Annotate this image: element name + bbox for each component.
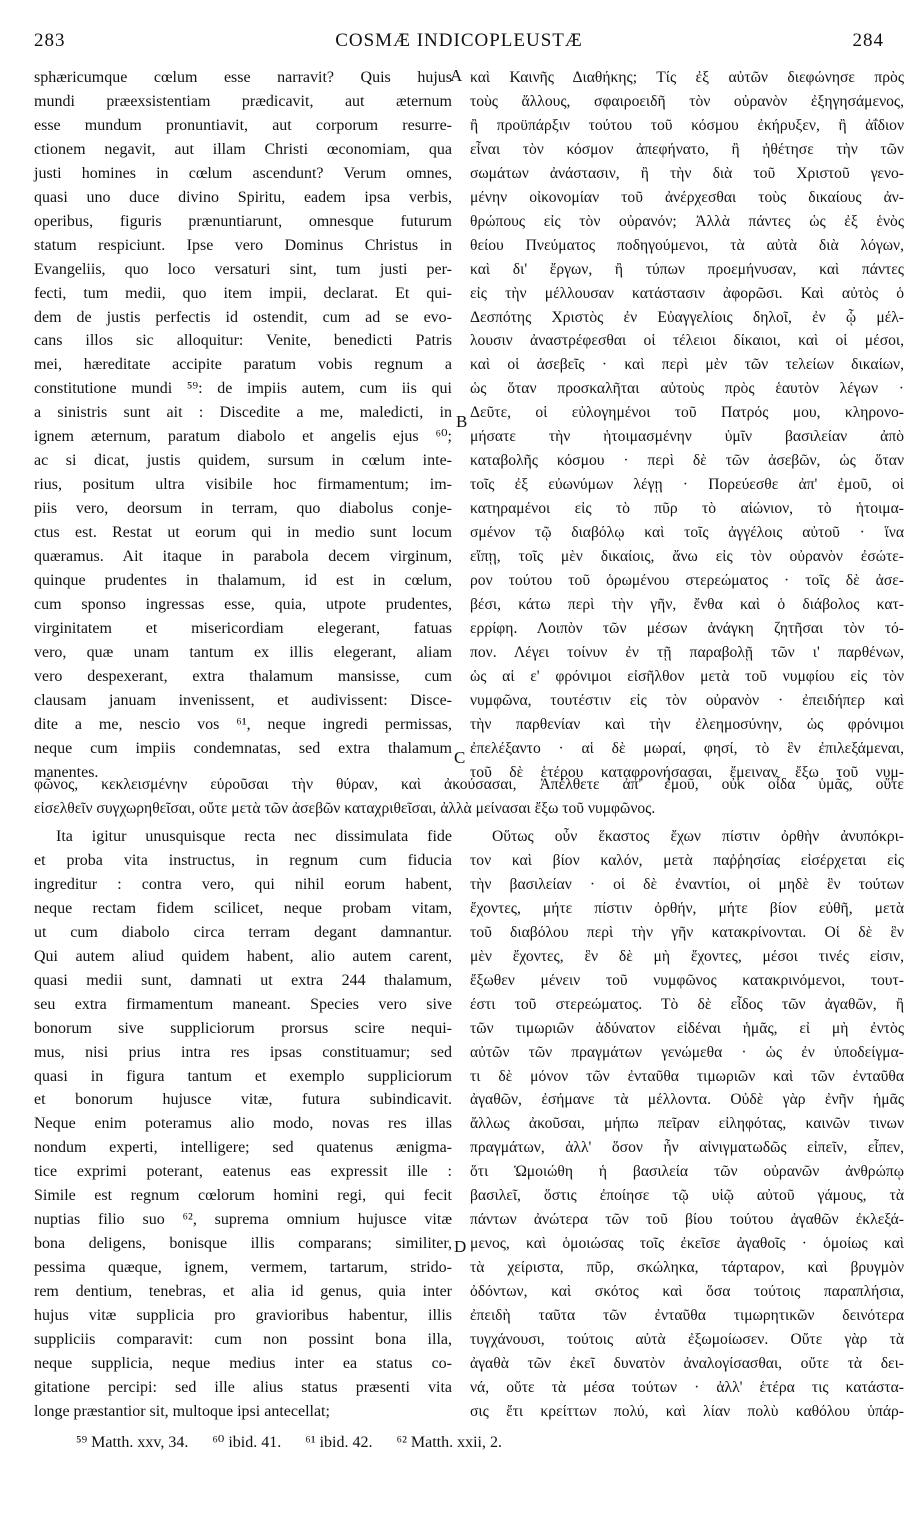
text-line: έστι τοῦ στερεώματος. Τὸ δὲ εἶδος τῶν ἀγαθῶν, ἢ (470, 995, 904, 1013)
latin-column-top (34, 66, 452, 785)
text-line: neque cum impiis condemnatas, sed extra thalamum (34, 739, 452, 757)
footnote: ⁶⁰ ibid. 41. (212, 1434, 282, 1451)
text-line: τι δὲ μόνον τῶν ἐνταῦθα τιμωριῶν καὶ τῶν ἐνταῦθα (470, 1067, 904, 1085)
text-line: ερρίφη. Λοιπὸν τῶν μέσων ἀνάγκη ζητῆσαι τὸν τό- (470, 619, 904, 637)
text-line: Ita igitur unusquisque recta nec dissimulata fide (56, 828, 452, 845)
text-line: mundi præexsistentiam prædicavit, aut æternum (34, 92, 452, 110)
text-line: vero, quæ unam tantum ex illis elegerant, aliam (34, 643, 452, 661)
text-line: nondum experti, intelligere; sed quatenus ænigma- (34, 1139, 452, 1157)
text-line: πραγμάτων, ἀλλ' ὅσον ἦν αἰνιγματωδῶς εἰπεῖν, εἶπεν, (470, 1139, 904, 1157)
text-line: justi homines in cœlum ascendunt? Verum omnes, (34, 164, 452, 182)
text-line: ὅτι Ὡμοιώθη ἡ βασιλεία τῶν οὐρανῶν ἀνθρώπῳ (470, 1163, 904, 1181)
text-line: πάντων ἀνώτερα τῶν τοῦ βίου τούτου ἀγαθῶν ἐκλεξά- (470, 1211, 904, 1229)
text-line: clausam januam invenissent, et audivissent: Disce- (34, 691, 452, 709)
text-line: quasi uno duce divino Spiritu, eadem ipsa verbis, (34, 188, 452, 206)
text-line: Δεῦτε, οἱ εὐλογημένοι τοῦ Πατρός μου, κληρονο- (470, 404, 904, 422)
text-line: Qui autem aliud quidem habent, alio autem carent, (34, 947, 452, 965)
text-line: ἐπελέξαντο · αἱ δὲ μωραί, φησί, τὸ ἓν ἐπιλεξάμεναι, (470, 739, 904, 757)
text-line: εἴπῃ, τοῖς μὲν δικαίοις, ἄνω εἰς τὸν οὐρανὸν ἐσώτε- (470, 548, 904, 566)
text-line: manentes. (34, 763, 99, 781)
text-line: dite a me, nescio vos ⁶¹, neque ingredi permissas, (34, 715, 452, 733)
text-line: Simile est regnum cœlorum homini regi, qui fecit (34, 1187, 452, 1205)
text-line: μένην οἰκονομίαν τοῦ ἀνέρχεσθαι τοὺς δικαίους ἀν- (470, 188, 904, 206)
text-line: θρώπους εἰς τὸν οὐρανόν; Ἀλλὰ πάντες ὡς ἐξ ἑνὸς (470, 212, 904, 230)
text-line: τοῖς ἐξ εὐωνύμων λέγῃ · Πορεύεσθε ἀπ' ἐμοῦ, οἱ (470, 476, 904, 494)
text-line: tice exprimi poterant, eatenus eas expressit ille : (34, 1163, 452, 1181)
text-line: σις ἔτι κρείττων πολύ, καὶ λίαν πολὺ καθόλου ὑπάρ- (470, 1402, 904, 1420)
text-line: ἔχοντες, μήτε πίστιν ὀρθήν, μήτε βίον εὐθῆ, μετὰ (470, 899, 904, 917)
text-line: ut cum diabolo circa terram degant damnantur. (34, 923, 452, 941)
text-line: sphæricumque cœlum esse narravit? Quis hujus (34, 69, 452, 86)
text-line: θείου Πνεύματος ποδηγούμενοι, τὰ αὐτὰ διὰ λόγων, (470, 236, 904, 254)
text-line: βέσι, κάτω περὶ τὴν γῆν, ἔνθα καὶ ὁ διάβολος κατ- (470, 595, 904, 613)
text-line: εἰς τὴν μέλλουσαν κατάστασιν ἀφορῶσι. Καὶ αὐτὸς ὁ (470, 284, 904, 302)
text-line: vero despexerant, extra thalamum mansisse, cum (34, 667, 452, 685)
text-line: καὶ οἱ ἀσεβεῖς · καὶ περὶ μὲν τῶν τελείων δικαίων, (470, 356, 904, 374)
text-line: hujus vitæ supplicia pro gravioribus habentur, illis (34, 1307, 452, 1325)
text-line: dem de justis perfectis id ostendit, cum ad se evo- (34, 308, 452, 326)
margin-letter-a: A (450, 66, 463, 85)
text-line: ἢ προϋπάρξιν τούτου τοῦ κόσμου ἐκήρυξεν, ἢ ἀΐδιον (470, 116, 904, 134)
text-line: virginitatem et misericordiam elegerant, fatuas (34, 619, 452, 637)
text-line: ἄλλως ἀκοῦσαι, μήπω πεῖραν εἰληφότας, καινῶν τινων (470, 1115, 904, 1133)
text-line: τοῦ διαβόλου περὶ τὴν γῆν κατακρίνονται. Οἱ δὲ ἓν (470, 923, 904, 941)
text-line: ὡς ὅταν προσκαλῆται αὐτοὺς πρὸς ἑαυτὸν λέγων · (470, 380, 904, 398)
text-line: suppliciis comparavit: cum non possint bona illa, (34, 1331, 452, 1349)
text-line: φῶνος, κεκλεισμένην εὑροῦσαι τὴν θύραν, καὶ ἀκούσασαι, Ἀπέλθετε ἀπ' ἐμοῦ, οὐκ οἶδα ὑμᾶς, οὔτε (34, 776, 904, 793)
text-line: Neque enim poteramus alio modo, novas res illas (34, 1115, 452, 1133)
text-line: λουσιν ἀναστρέφεσθαι οἱ τέλειοι δίκαιοι, καὶ οἱ μέσοι, (470, 332, 904, 350)
margin-letter-b: B (456, 412, 468, 431)
greek-full-width-lines (34, 773, 904, 821)
text-line: gitatione percipi: sed ille alius status præsenti vita (34, 1378, 452, 1396)
footnote: ⁶¹ ibid. 42. (305, 1434, 373, 1451)
running-header (34, 30, 884, 56)
text-line: καταβολῆς κόσμου · περὶ δὲ τῶν ἀσεβῶν, ὡς ὅταν (470, 452, 904, 470)
text-line: quæramus. Ait itaque in parabola decem virginum, (34, 548, 452, 566)
text-line: εἶναι τὸν κόσμον ἀπεφήνατο, ἢ ἠθέτησε τὴν τῶν (470, 140, 904, 158)
text-line: ἔξωθεν μένειν τοῦ νυμφῶνος κατακρινόμενοι, τουτ- (470, 971, 904, 989)
text-line: nuptias filio suo ⁶², suprema omnium hujusce vitæ (34, 1211, 452, 1229)
text-line: βασιλεῖ, ὅστις ἐποίησε τῷ υἱῷ αὐτοῦ γάμους, τὰ (470, 1187, 904, 1205)
text-line: et proba vita instructus, in regnum cum fiducia (34, 851, 452, 869)
text-line: ὡς αἱ ε' φρόνιμοι εἰσῆλθον μετὰ τοῦ νυμφίου εἰς τὸν (470, 667, 904, 685)
text-line: νά, οὔτε τὰ μέσα τούτων · ἀλλ' ἑτέρα τις κατάστα- (470, 1378, 904, 1396)
text-line: ingreditur : contra vero, qui nihil eorum habent, (34, 875, 452, 893)
text-line: κατηραμένοι εἰς τὸ πῦρ τὸ αἰώνιον, τὸ ἡτοιμα- (470, 500, 904, 518)
text-line: ac si dicat, justis quidem, sursum in cœlum inte- (34, 452, 452, 470)
text-line: καὶ δι' ἔργων, ἢ τύπων προεμήνυσαν, καὶ πάντες (470, 260, 904, 278)
text-line: τὴν βασιλείαν · οἱ δὲ ἐναντίοι, οἱ μηδὲ ἓν τούτων (470, 875, 904, 893)
text-line: rius, positum ultra visibile hoc firmamentum; im- (34, 476, 452, 494)
text-line: ἐπειδὴ ταῦτα τῶν ἐνταῦθα τιμωρητικῶν δεινότερα (470, 1307, 904, 1325)
text-line: pessima quæque, ignem, vermem, tartarum, strido- (34, 1259, 452, 1277)
text-line: cum sponso ingressas esse, quia, utpote prudentes, (34, 595, 452, 613)
text-line: τοὺς ἄλλους, σφαιροειδῆ τὸν οὐρανὸν ἐξηγησάμενος, (470, 92, 904, 110)
text-line: bona deligens, bonisque illis comparans; similiter, (34, 1235, 452, 1253)
text-line: καὶ Καινῆς Διαθήκης; Τίς ἐξ αὐτῶν διεφώνησε πρὸς (470, 69, 904, 86)
text-line: piis vero, deorsum in terram, quo diabolus conje- (34, 500, 452, 518)
text-line: τῶν τιμωριῶν ἀδύνατον εἰδέναι ἡμᾶς, εἰ μὴ ἐντὸς (470, 1019, 904, 1037)
text-line: τον καὶ βίον καλόν, μετὰ παῤῥησίας εἰσέρχεται εἰς (470, 851, 904, 869)
text-line: quasi in figura tantum et exemplo suppliciorum (34, 1067, 452, 1085)
footnotes (76, 1432, 526, 1452)
text-line: πον. Λέγει τοίνυν ἐν τῇ παραβολῇ τῶν ι' παρθένων, (470, 643, 904, 661)
text-line: a sinistris sunt ait : Discedite a me, maledicti, in (34, 404, 452, 422)
text-line: neque rectam fidem scilicet, neque probam vitam, (34, 899, 452, 917)
text-line: αὐτῶν τῶν πραγμάτων γενώμεθα · ὡς ἐν ὑποδείγμα- (470, 1043, 904, 1061)
text-line: σωμάτων ἀνάστασιν, ἢ τὴν διὰ τοῦ Χριστοῦ γενο- (470, 164, 904, 182)
latin-column-bottom (34, 825, 452, 1424)
text-line: seu extra firmamentum maneant. Species vero sive (34, 995, 452, 1013)
text-line: ρον τούτου τοῦ ὁρωμένου στερεώματος · τοῖς δὲ ἀσε- (470, 572, 904, 590)
footnote: ⁶² Matth. xxii, 2. (396, 1434, 502, 1451)
text-line: statum respiciunt. Ipse vero Dominus Christus in (34, 236, 452, 254)
greek-column-top (470, 66, 904, 785)
text-line: τὰ χείριστα, πῦρ, σκώληκα, τάρταρον, καὶ βρυγμὸν (470, 1259, 904, 1277)
text-line: τυγχάνουσι, τούτοις αὐτὰ ἐξωμοίωσεν. Οὔτε γὰρ τὰ (470, 1331, 904, 1349)
page-number-right: 284 (852, 30, 884, 51)
text-line: rem dentium, tenebras, et alia id genus, quia inter (34, 1283, 452, 1301)
text-line: operibus, figuris prænuntiarunt, omnesque futurum (34, 212, 452, 230)
text-line: ἀγαθῶν, ἐσήμανε τὰ μέλλοντα. Οὐδὲ γὰρ ἐνῆν ἡμᾶς (470, 1091, 904, 1109)
text-line: ἀγαθὰ τῶν ἐκεῖ δυνατὸν ἀναλογίσασθαι, οὔτε τὰ δει- (470, 1354, 904, 1372)
text-line: quasi medii sunt, damnati ut extra 244 thalamum, (34, 971, 452, 989)
text-line: quinque prudentes in thalamum, id est in cœlum, (34, 572, 452, 590)
text-line: μήσατε τὴν ἡτοιμασμένην ὑμῖν βασιλείαν ἀπὸ (470, 428, 904, 446)
text-line: longe præstantior sit, multoque ipsi antecellat; (34, 1402, 330, 1420)
text-line: esse mundum pronuntiavit, aut corporum resurre- (34, 116, 452, 134)
text-line: σμένον τῷ διαβόλῳ καὶ τοῖς ἀγγέλοις αὐτοῦ · ἵνα (470, 524, 904, 542)
text-line: μὲν ἔχοντες, ἓν δὲ μὴ ἔχοντες, μέσοι τινές εἰσιν, (470, 947, 904, 965)
text-line: εἰσελθεῖν συγχωρηθεῖσαι, οὔτε μετὰ τῶν ἀσεβῶν καταχριθεῖσαι, ἀλλὰ μείνασαι ἔξω τοῦ νυμφῶνος. (34, 799, 656, 817)
text-line: μενος, καὶ ὁμοιώσας τοῖς ἐκεῖσε ἀγαθοῖς · ὁμοίως καὶ (470, 1235, 904, 1253)
footnote: ⁵⁹ Matth. xxv, 34. (76, 1434, 189, 1451)
text-line: cans illos sic alloquitur: Venite, benedicti Patris (34, 332, 452, 350)
text-line: fecti, tum medii, quo item impii, declarat. Et qui- (34, 284, 452, 302)
text-line: νυμφῶνα, τουτέστιν εἰς τὸν οὐρανὸν · ἐπειδήπερ καὶ (470, 691, 904, 709)
text-line: ὀδόντων, καὶ σκότος καὶ ὅσα τούτοις παραπλήσια, (470, 1283, 904, 1301)
text-line: Evangeliis, quo loco versaturi sint, tum justi per- (34, 260, 452, 278)
text-line: et bonorum hujusce vitæ, futura subindicavit. (34, 1091, 452, 1109)
text-line: ignem æternum, paratum diabolo et angelis ejus ⁶⁰; (34, 428, 452, 446)
text-line: ctus est. Restat ut eorum qui in medio sunt locum (34, 524, 452, 542)
text-line: mus, nisi prius intra res ipsas constituamur; sed (34, 1043, 452, 1061)
running-title: COSMÆ INDICOPLEUSTÆ (335, 30, 583, 51)
greek-column-bottom (470, 825, 904, 1424)
text-line: bonorum sive suppliciorum prorsus scire nequi- (34, 1019, 452, 1037)
text-line: ctionem negavit, aut illam Christi œconomiam, qua (34, 140, 452, 158)
text-line: τὴν παρθενίαν καὶ τὴν ἐλεημοσύνην, ὡς φρόνιμοι (470, 715, 904, 733)
text-line: mei, hæreditate accipite paratum vobis regnum a (34, 356, 452, 374)
text-line: neque supplicia, neque medius inter ea status co- (34, 1354, 452, 1372)
margin-letter-d: D (454, 1237, 467, 1256)
page-number-left: 283 (34, 30, 66, 51)
text-line: Οὕτως οὖν ἕκαστος ἔχων πίστιν ὀρθὴν ἀνυπόκρι- (492, 828, 904, 845)
text-line: τοῦ δὲ ἑτέρου καταφρονήσασαι, ἔμειναν ἔξω τοῦ νυμ- (470, 763, 904, 781)
text-line: Δεσπότης Χριστὸς ἐν Εὐαγγελίοις δηλοῖ, ἐν ᾧ μέλ- (470, 308, 904, 326)
text-line: constitutione mundi ⁵⁹: de impiis autem, cum iis qui (34, 380, 452, 398)
margin-letter-c: C (454, 748, 466, 767)
